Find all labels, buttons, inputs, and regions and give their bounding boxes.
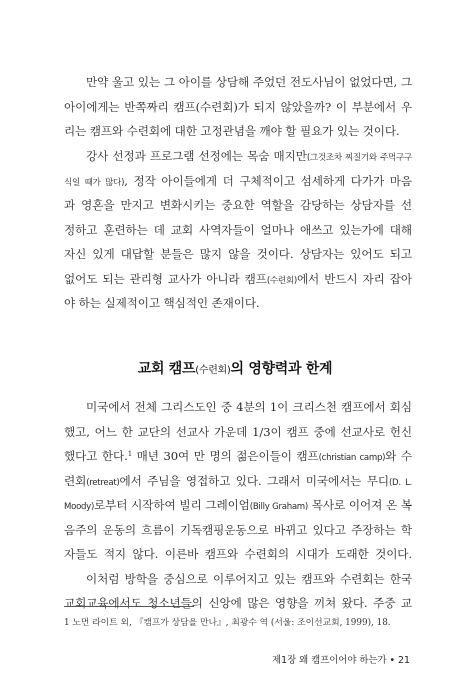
text-line: 정하고 훈련하는 데 교회 사역자들이 얼마나 애쓰고 있는가에 대해 bbox=[64, 222, 412, 237]
text-line: 과 영혼을 만지고 변화시키는 중요한 역할을 감당하는 상담자를 선 bbox=[64, 198, 412, 212]
text-line: 야 하는 실제적이고 핵심적인 존재이다. bbox=[64, 296, 260, 310]
paragraph-3 bbox=[64, 395, 412, 616]
footnote: 1 노먼 라이트 외, 『캠프가 상담을 만나』, 최광수 역 (서울: 조이선교회, 1999), 18. bbox=[64, 618, 391, 628]
text-line: 음주의 운동의 흐름이 기독캠핑운동으로 바뀌고 있다고 주장하는 학 bbox=[64, 522, 412, 537]
paragraph-1 bbox=[64, 70, 412, 144]
text-line: 강사 선정과 프로그램 선정에는 목숨 매지만(그것조차 찌질기와 주먹구구 bbox=[86, 149, 412, 163]
text-line: 했고, 어느 한 교단의 선교사 가운데 1/3이 캠프 중에 선교사로 헌신 bbox=[64, 424, 412, 439]
text-line: 자들도 적지 않다. 이른바 캠프와 수련회의 시대가 도래한 것이다. bbox=[64, 547, 412, 561]
footnote-ref: 1 bbox=[127, 450, 133, 458]
text-line: 교회교육에서도 청소년들의 신앙에 많은 영향을 끼쳐 왔다. 주중 교 bbox=[64, 596, 412, 610]
page-footer: 제1장 왜 캠프이어야 하는가 • 21 bbox=[272, 655, 410, 666]
text-line: 식일 때가 많다), 정작 아이들에게 더 구체적이고 섬세하게 다가가 마음 bbox=[64, 173, 413, 188]
text-line: 아이에게는 반쪽짜리 캠프(수련회)가 되지 않았을까? 이 부분에서 우 bbox=[64, 99, 412, 114]
text-line: 이처럼 방학을 중심으로 이루어지고 있는 캠프와 수련회는 한국 bbox=[86, 571, 412, 586]
text-line: 련회(retreat)에서 주님을 영접하고 있다. 그래서 미국에서는 무디(D. L. bbox=[64, 473, 412, 488]
text-line: 만약 울고 있는 그 아이를 상담해 주었던 전도사님이 없었다면, 그 bbox=[86, 75, 412, 89]
footnote-divider bbox=[64, 606, 194, 607]
text-line: Moody)로부터 시작하여 빌리 그레이엄(Billy Graham) 목사로 이어져 온 복 bbox=[64, 498, 412, 512]
text-line: 없어도 되는 관리형 교사가 아니라 캠프(수련회)에서 반드시 자리 잡아 bbox=[64, 271, 412, 286]
paragraph-2 bbox=[64, 144, 412, 316]
text-line: 자신 있게 대답할 분들은 많지 않을 것이다. 상담자는 있어도 되고 bbox=[64, 247, 412, 261]
text-line: 미국에서 전체 그리스도인 중 4분의 1이 크리스천 캠프에서 회심 bbox=[86, 400, 412, 414]
section-heading: 교회 캠프(수련회)의 영향력과 한계 bbox=[137, 361, 333, 377]
text-line: 했다고 한다.$^1$ 매년 30여 만 명의 젊은이들이 캠프(christian camp)와 수 bbox=[64, 449, 412, 463]
text-line: 리는 캠프와 수련회에 대한 고정관념을 깨야 할 필요가 있는 것이다. bbox=[64, 124, 400, 138]
